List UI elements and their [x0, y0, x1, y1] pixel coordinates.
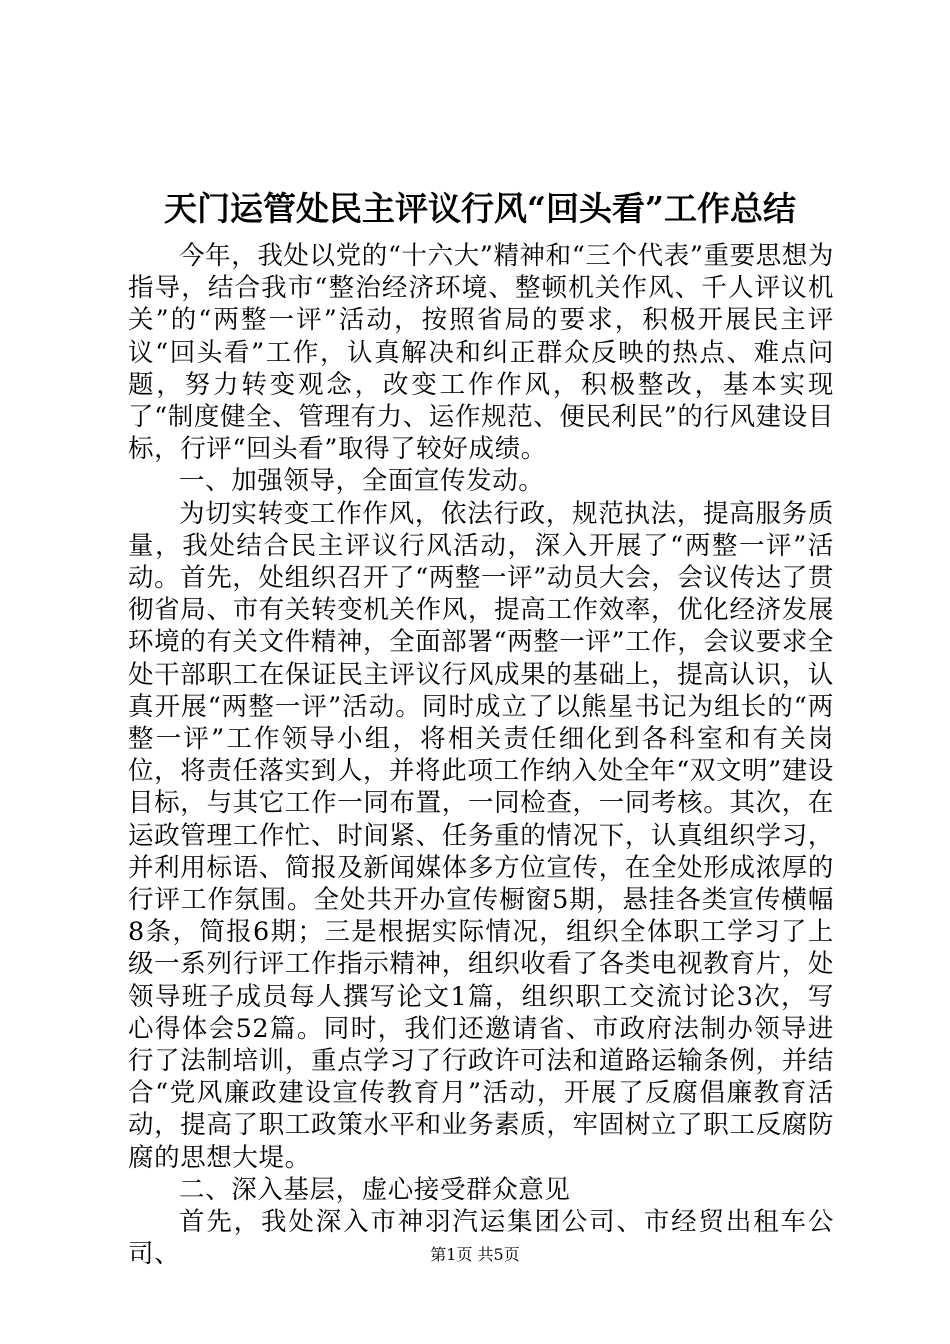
- page-number: 第1页 共5页: [430, 1245, 520, 1264]
- paragraph-intro: 今年，我处以党的“十六大”精神和“三个代表”重要思想为指导，结合我市“整治经济环境、整顿机关作风、千人评议机关”的“两整一评”活动，按照省局的要求，积极开展民主评议“回头看”工作，认真解决和纠正群众反映的热点、难点问题，努力转变观念，改变工作作风，积极整改，基本实现了“制度健全、管理有力、运作规范、便民利民”的行风建设目标，行评“回头看”取得了较好成绩。: [128, 241, 834, 465]
- document-title: 天门运管处民主评议行风“回头看”工作总结: [164, 189, 796, 228]
- document-body: [128, 240, 834, 1271]
- section-heading-1: 一、加强领导，全面宣传发动。: [179, 466, 545, 497]
- paragraph-section-2: 首先，我处深入市神羽汽运集团公司、市经贸出租车公司、: [128, 1207, 834, 1270]
- section-heading-2: 二、深入基层，虚心接受群众意见: [179, 1174, 571, 1205]
- paragraph-section-1: 为切实转变工作作风，依法行政，规范执法，提高服务质量，我处结合民主评议行风活动，深入开展了“两整一评”活动。首先，处组织召开了“两整一评”动员大会，会议传达了贯彻省局、市有关转变机关作风，提高工作效率，优化经济发展环境的有关文件精神，全面部署“两整一评”工作，会议要求全处干部职工在保证民主评议行风成果的基础上，提高认识，认真开展“两整一评”活动。同时成立了以熊星书记为组长的“两整一评”工作领导小组，将相关责任细化到各科室和有关岗位，将责任落实到人，并将此项工作纳入处全年“双文明”建设目标，与其它工作一同布置，一同检查，一同考核。其次，在运政管理工作忙、时间紧、任务重的情况下，认真组织学习，并利用标语、简报及新闻媒体多方位宣传，在全处形成浓厚的行评工作氛围。全处共开办宣传橱窗5期，悬挂各类宣传横幅8条，简报6期；三是根据实际情况，组织全体职工学习了上级一系列行评工作指示精神，组织收看了各类电视教育片，处领导班子成员每人撰写论文1篇，组织职工交流讨论3次，写心得体会52篇。同时，我们还邀请省、市政府法制办领导进行了法制培训，重点学习了行政许可法和道路运输条例，并结合“党风廉政建设宣传教育月”活动，开展了反腐倡廉教育活动，提高了职工政策水平和业务素质，牢固树立了职工反腐防腐的思想大堤。: [128, 498, 834, 1173]
